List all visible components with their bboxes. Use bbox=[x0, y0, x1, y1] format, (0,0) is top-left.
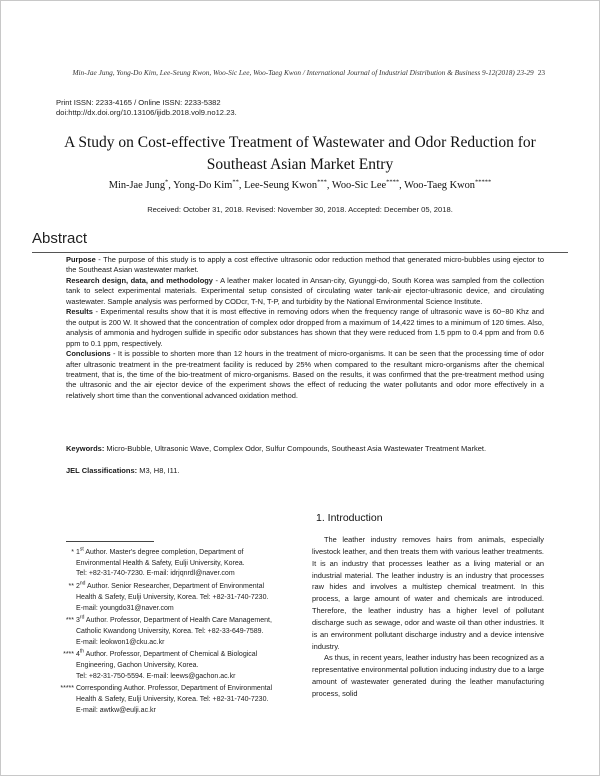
footnote-line bbox=[76, 582, 306, 593]
introduction-heading: 1. Introduction bbox=[316, 512, 383, 524]
issn-block bbox=[56, 98, 237, 118]
footnote-divider bbox=[66, 541, 154, 542]
author-name: Woo-Sic Lee bbox=[331, 180, 387, 191]
section-label: Research design, data, and methodology bbox=[66, 275, 213, 285]
footnote-line: E-mail: youngdo31@naver.com bbox=[76, 604, 174, 612]
footnote bbox=[56, 650, 306, 682]
abstract-methodology bbox=[66, 276, 544, 307]
author-mark: **** bbox=[386, 178, 400, 186]
footnote bbox=[56, 548, 306, 580]
footnote-line: Tel: +82-31-740-7230. E-mail: idrjqnrdl@naver.com bbox=[76, 570, 235, 578]
author-name: Lee-Seung Kwon bbox=[244, 180, 318, 191]
abstract-purpose bbox=[66, 255, 544, 276]
author-mark: ***** bbox=[475, 178, 492, 186]
footnote-ordinal: 4 bbox=[76, 651, 80, 659]
footnote-ordinal-suffix: nd bbox=[79, 580, 86, 587]
section-text: - Experimental results show that it is most effective in removing odors when the frequency range of ultrasonic wave is 60~80 Khz and the output is 200 W. It showed that the concentration of complex odor dropped from a maximum of 14,422 times to a minimum of 120 times. Also, analysis of ammonia and hydrogen sulfide in specific odor substances has shown that they were reduced from 1.5 ppm to 0.4 ppm and from 0.6 ppm to 0.1 ppm, respectively. bbox=[66, 307, 544, 348]
section-text: - It is possible to shorten more than 12 hours in the treatment of micro-organisms. It can be seen that the processing time of odor after ultrasonic treatment in the pre-treatment facility is reduced by 25% when compared to the resultant micro-organisms after the chemical treatment, that is, the time of the bio-treatment of micro-organisms. Based on the results, it was confirmed that the pre-treatment method using the ultrasonic and the air ejector device of the experiment shows the effect of reducing the water pollutants and odor more effectively in a relatively short time than the conventional advanced oxidation method. bbox=[66, 349, 544, 400]
paper-title bbox=[40, 132, 560, 176]
keywords-text: Micro-Bubble, Ultrasonic Wave, Complex Odor, Sulfur Compounds, Southeast Asia Wastewater Treatment Market. bbox=[104, 444, 487, 453]
page-number: 23 bbox=[537, 68, 545, 77]
abstract-body bbox=[66, 255, 544, 401]
footnote-line bbox=[76, 650, 306, 661]
author-mark: *** bbox=[317, 178, 327, 186]
intro-paragraph: As thus, in recent years, leather industry has been recognized as a representative environmental pollution inducing industry due to a large amount of wastewater generated during the leather manufacturing process, solid bbox=[312, 653, 544, 698]
footnote-ordinal-suffix: rd bbox=[79, 614, 85, 621]
footnote-mark: ** bbox=[68, 583, 74, 591]
abstract-divider bbox=[32, 252, 568, 253]
section-text: - A leather maker located in Ansan-city, Gyunggi-do, South Korea was sampled from the collection tank to select experimental materials. Experimental setup consisted of circulating water tank-air ejector-ultrasonic device, and circulating wastewater. Sample analysis was performed by CODcr, T-N, T-P, and turbidity by the National Environmental Science Institute. bbox=[66, 275, 544, 306]
received-dates: Received: October 31, 2018. Revised: November 30, 2018. Accepted: December 05, 2018. bbox=[147, 205, 453, 214]
footnote-mark: ***** bbox=[60, 685, 74, 693]
footnotes bbox=[56, 548, 306, 719]
title-line-1: A Study on Cost-effective Treatment of Wastewater and Odor Reduction for bbox=[64, 134, 536, 151]
footnote-line: Engineering, Gachon University, Korea. bbox=[76, 662, 199, 670]
author-name: Min-Jae Jung bbox=[108, 180, 166, 191]
footnote-line: E-mail: leokwon1@cku.ac.kr bbox=[76, 638, 165, 646]
author-name: Woo-Taeg Kwon bbox=[404, 180, 476, 191]
author-name: Yong-Do Kim bbox=[173, 180, 233, 191]
running-head bbox=[40, 68, 545, 77]
author-mark: * bbox=[165, 178, 169, 186]
footnote-text: Author. Master's degree completion, Department of bbox=[83, 549, 244, 556]
jel-line bbox=[66, 466, 544, 476]
footnote-line: Tel: +82-31-750-5594. E-mail: leews@gachon.ac.kr bbox=[76, 672, 236, 680]
intro-paragraph: The leather industry removes hairs from animals, especially livestock leather, and then treats them with various leather treatments. It is an industry that processes leather as a living material or an industrial material. The leather industry is an industry that processes raw hides and involves a multistep chemical treatment. In this process, a large amount of water and chemicals are introduced. Therefore, the leather industry has a higher level of pollutant discharge such as sewage, odor and waste oil than other industries. It is an environment pollutant discharge industry and a device intensive industry. bbox=[312, 535, 544, 651]
author-separator: , bbox=[238, 180, 245, 191]
footnote-ordinal: 3 bbox=[76, 617, 80, 625]
issn-line: Print ISSN: 2233-4165 / Online ISSN: 2233-5382 bbox=[56, 98, 221, 107]
footnote-ordinal-suffix: th bbox=[79, 649, 85, 655]
footnote-mark: *** bbox=[65, 617, 74, 625]
abstract-heading: Abstract bbox=[32, 230, 88, 247]
jel-text: M3, H8, I11. bbox=[137, 466, 180, 475]
section-label: Results bbox=[66, 307, 93, 317]
abstract-results bbox=[66, 307, 544, 349]
footnote-line: Corresponding Author. Professor, Department of Environmental bbox=[76, 685, 273, 693]
footnote-mark: * bbox=[71, 549, 74, 556]
section-label: Conclusions bbox=[66, 349, 111, 359]
keywords-label: Keywords: bbox=[66, 444, 105, 453]
author-list bbox=[40, 180, 560, 191]
footnote bbox=[56, 616, 306, 648]
footnote-line bbox=[76, 548, 306, 559]
footnote-line bbox=[76, 616, 306, 627]
footnote-line: E-mail: awtkw@eulji.ac.kr bbox=[76, 706, 156, 714]
footnote bbox=[56, 684, 306, 716]
running-head-text: Min-Jae Jung, Yong-Do Kim, Lee-Seung Kwon, Woo-Sic Lee, Woo-Taeg Kwon / International Journal of Industrial Distribution & Business 9-12(2018) 23-29 bbox=[72, 68, 534, 77]
section-text: - The purpose of this study is to apply a cost effective ultrasonic odor reduction method that generated micro-bubbles using ejector to the Southeast Asian wastewater market. bbox=[66, 255, 544, 275]
footnote-ordinal: 1 bbox=[76, 549, 80, 556]
footnote-ordinal-suffix: st bbox=[79, 546, 84, 553]
abstract-conclusions bbox=[66, 349, 544, 401]
author-separator: , bbox=[399, 180, 405, 191]
doi-line[interactable]: doi:http://dx.doi.org/10.13106/ijidb.2018.vol9.no12.23. bbox=[56, 108, 237, 117]
title-line-2: Southeast Asian Market Entry bbox=[206, 156, 394, 173]
footnote-line: Environmental Health & Safety, Eulji University, Korea. bbox=[76, 559, 245, 567]
jel-label: JEL Classifications: bbox=[66, 466, 138, 475]
section-label: Purpose bbox=[66, 255, 96, 264]
footnote-ordinal: 2 bbox=[76, 583, 80, 591]
footnote-line: Health & Safety, Eulji University, Korea. Tel: +82-31-740-7230. bbox=[76, 696, 269, 704]
introduction-body bbox=[312, 534, 544, 700]
footnote-text: Author. Professor, Department of Health Care Management, bbox=[84, 617, 272, 625]
keywords-line bbox=[66, 444, 544, 454]
author-mark: ** bbox=[232, 178, 239, 186]
author-separator: , bbox=[168, 180, 174, 191]
footnote-text: Author. Professor, Department of Chemical & Biological bbox=[84, 651, 258, 659]
footnote-mark: **** bbox=[63, 651, 74, 659]
author-separator: , bbox=[326, 180, 332, 191]
footnote-line: Health & Safety, Eulji University, Korea. Tel: +82-31-740-7230. bbox=[76, 593, 269, 601]
footnote-text: Author. Senior Researcher, Department of Environmental bbox=[85, 583, 265, 591]
footnote bbox=[56, 582, 306, 614]
footnote-line: Catholic Kwandong University, Korea. Tel: +82-33-649-7589. bbox=[76, 627, 264, 635]
